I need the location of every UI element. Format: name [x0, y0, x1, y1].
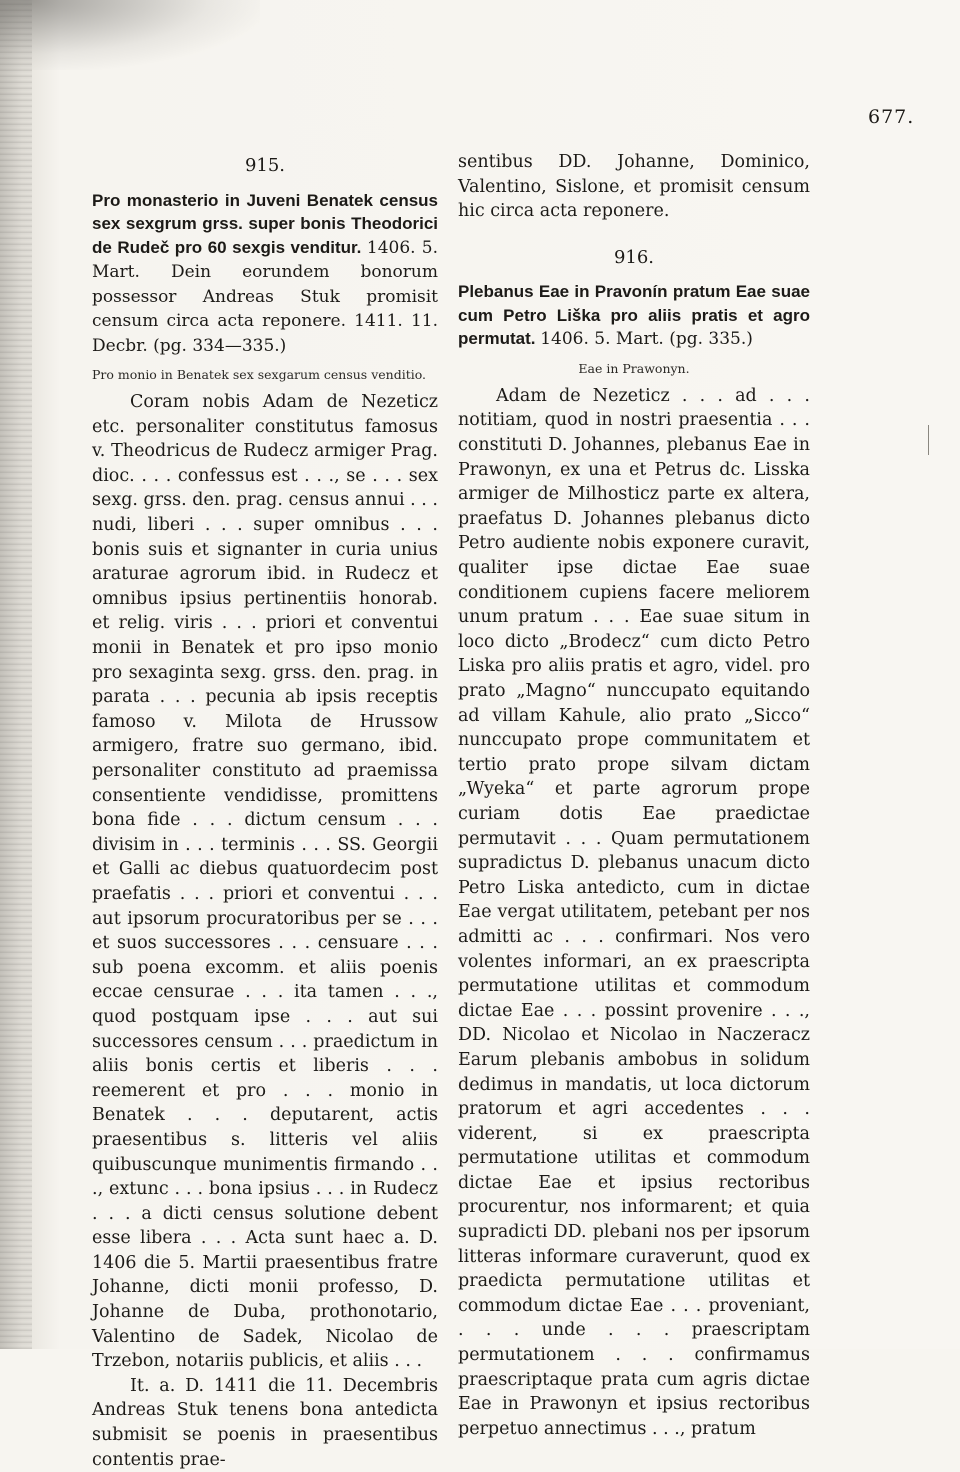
entry-number-916: 916.: [613, 246, 655, 268]
entry-body-915-addendum: It. a. D. 1411 die 11. Decembris Andreas Stuk tenens bona antedicta submisit se poenis in praesentibus contentis prae-: [92, 1375, 438, 1470]
heading-bold-text: Pro monasterio in Juveni Benatek census sex sexgrum grss. super bonis Theodorici de Rudeč pro 60 sexgis venditur.: [92, 190, 438, 257]
left-column: [92, 150, 438, 1472]
entry-body-916: Adam de Nezeticz . . . ad . . . notitiam, quod in nostri praesentia . . . constituti D. Johannes, plebanus Eae in Prawonyn, ex una et Petrus dc. Lisska armiger de Milhosticz parte ex altera, praefatus D. Johannes plebanus dicto Petro audiente nobis exponere curavit, qualiter ipse dictae Eae suae conditionem cupiens facere meliorem unum pratum . . . Eae suae situm in loco dicto „Brodecz“ cum dicto Petro Liska pro aliis pratis et agro, videl. pro prato „Magno“ nunccupato equitando ad villam Kahule, alio prato „Sicco“ nunccupato prope communitatem et tertio prato prope silvam dictam „Wyeka“ et parte agrorum prope curiam dotis Eae praedictae permutavit . . . Quam permutationem supradictus D. plebanus unacum dicto Petro Liska antedicto, cum in dictae Eae vergat utilitatem, petebant per nos admitti ac . . . confirmari. Nos vero volentes informari, an ex praescripta permutatione utilitas et commodum dictae Eae . . . possint provenire . . ., DD. Nicolao et Nicolao in Naczeracz Earum plebanis ambobus in solidum dedimus in mandatis, ut loca dictorum pratorum et agri accedentes . . . viderent, si ex praescripta permutatione utilitas et commodum dictae Eae et ipsius rectoribus procurentur, nos informarent; et quia supradicti DD. plebani nos per ipsorum litteras informare curaverunt, quod ex praedicta permutatione utilitas et commodum dictae Eae . . . proveniant, . . . unde . . . praescriptam permutationem . . . confirmamus praescriptaque prata cum agris dictae Eae in Prawonyn et ipsius rectoribus perpetuo annectimus . . ., pratum: [458, 385, 810, 1439]
page-number: 677.: [868, 106, 915, 128]
heading-date-text: 1406. 5. Mart. Dein eorundem bonorum possessor Andreas Stuk promisit censum circa acta reponere. 1411. 11. Decbr. (pg. 334—335.): [92, 237, 438, 356]
margin-pencil-mark: [928, 425, 929, 455]
right-column: [458, 150, 810, 1441]
entry-rubric-915: Pro monio in Benatek sex sexgarum census venditio.: [92, 367, 427, 383]
scan-shadow: [0, 0, 260, 70]
entry-number-915: 915.: [244, 155, 286, 176]
entry-rubric-916: Eae in Prawonyn.: [578, 360, 690, 376]
entry-body-915: Coram nobis Adam de Nezeticz etc. personaliter constitutus famosus v. Theodricus de Rudecz armiger Prag. dioc. . . . confessus est . . ., se . . . sex sexg. grss. den. prag. census annui . . . nudi, liberi . . . super omnibus . . . bonis suis et signanter in curia unius araturae agrorum ibid. in Rudecz et omnibus ipsius pertinentiis honorab. et relig. viris . . . priori et conventui monii in Benatek et pro ipso monio pro sexaginta sexg. grss. den. prag. in parata . . . pecunia ab ipsis receptis famoso v. Milota de Hrussow armigero, fratre suo germano, ibid. personaliter constituto ad praemissa consentiente vendidisse, promittens bona fide . . . dictum censum . . . divisim in . . . terminis . . . SS. Georgii et Galli ac diebus quatuordecim post praefatis . . . priori et conventui . . . aut ipsorum procuratoribus per se . . . et suos successores . . . censuare . . . sub poena excomm. et aliis poenis eccae censurae . . . ita tamen . . ., quod postquam ipse . . . aut sui successores censum . . . praedictum in aliis bonis certis et liberis . . . reemerent et pro . . . monio in Benatek . . . deputarent, actis praesentibus s. litteris vel aliis quibuscunque munimentis firmando . . ., extunc . . . bona ipsius . . . in Rudecz . . . a dicti census solutione debent esse libera . . . Acta sunt haec a. D. 1406 die 5. Martii praesentibus fratre Johanne, dicti monii professo, D. Johanne de Duba, prothonotario, Valentino de Sadek, Nicolao de Trzebon, notariis publicis, et aliis . . .: [92, 392, 438, 1372]
binding-gutter: [0, 0, 32, 1349]
heading-bold-text: Plebanus Eae in Pravonín pratum Eae suae cum Petro Liška pro aliis pratis et agro permutat.: [458, 282, 810, 349]
entry-heading-915: [92, 189, 438, 359]
entry-heading-916: [458, 280, 810, 352]
entry-915-continuation: sentibus DD. Johanne, Dominico, Valentino, Sislone, et promisit censum hic circa acta reponere.: [458, 152, 810, 222]
heading-date-text: 1406. 5. Mart. (pg. 335.): [540, 329, 753, 350]
